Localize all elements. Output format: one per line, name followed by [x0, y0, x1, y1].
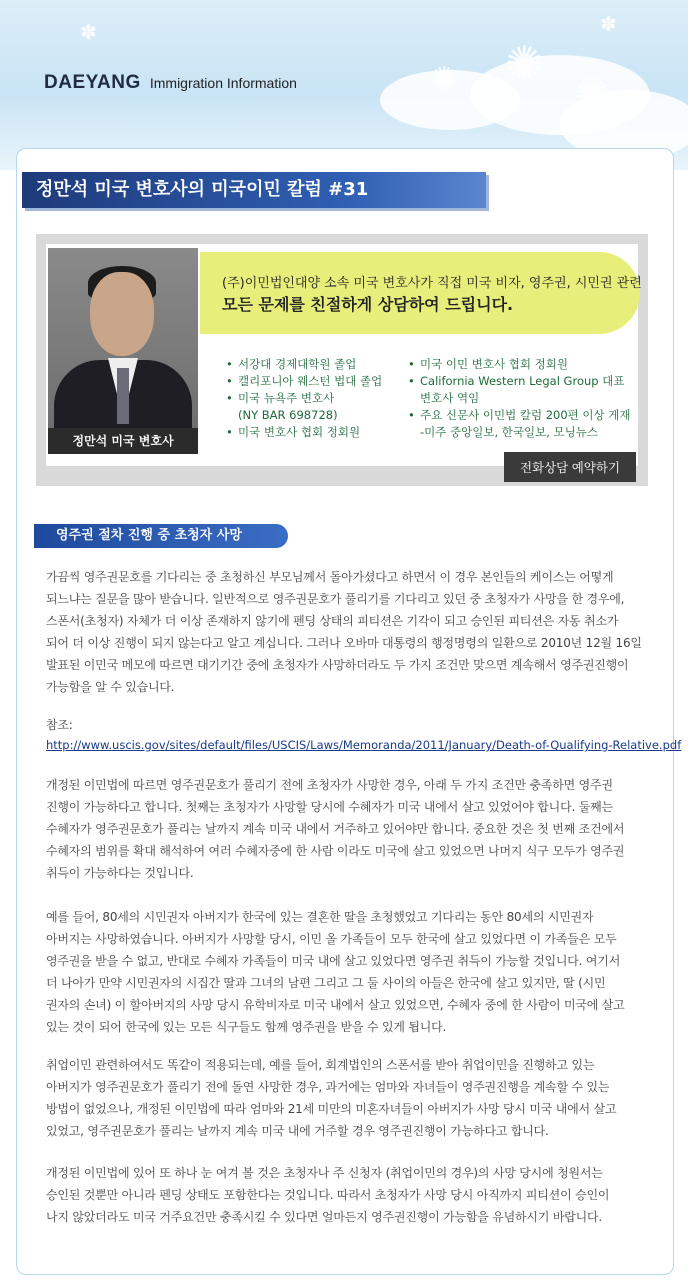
text-line: 예를 들어, 80세의 시민권자 아버지가 한국에 있는 결혼한 딸을 초청했었고 기다리는 동안 80세의 시민권자 — [46, 910, 594, 924]
text-line: 스폰서(초청자) 자체가 더 이상 존재하지 않기에 펜딩 상태의 피티션은 기각이 되고 승인된 피티션은 자동 취소가 — [46, 614, 619, 628]
text-line: 수혜자가 영주권문호가 풀리는 날까지 계속 미국 내에서 거주하고 있어야만 합니다. 중요한 것은 첫 번째 조건에서 — [46, 822, 625, 836]
reference-link[interactable]: http://www.uscis.gov/sites/default/files/USCIS/Laws/Memoranda/2011/January/Death-of-Qualifying-Relative.pdf — [46, 738, 682, 752]
lawyer-photo — [48, 248, 198, 452]
text-line: 권자의 손녀) 이 할아버지의 사망 당시 유학비자로 미국 내에서 살고 있었으면, 수혜자 중에 한 사람이 미국에 살고 — [46, 998, 625, 1012]
text-line: 승인된 것뿐만 아니라 펜딩 상태도 포함한다는 것입니다. 따라서 초청자가 사망 당시 아직까지 피티션이 승인이 — [46, 1188, 610, 1202]
text-line: 취업이민 관련하여서도 똑같이 적용되는데, 예를 들어, 회계법인의 스폰서를 받아 취업이민을 진행하고 있는 — [46, 1058, 595, 1072]
banner-line-1: (주)이민법인대양 소속 미국 변호사가 직접 미국 비자, 영주권, 시민권 관련 — [222, 276, 642, 291]
text-line: 영주권을 받을 수 없고, 반대로 수혜자 가족들이 미국 내에 살고 있었다면 영주권 취득이 가능할 것입니다. 여기서 — [46, 954, 621, 968]
banner-line-2: 모든 문제를 친절하게 상담하여 드립니다. — [222, 295, 514, 314]
text-line: 방법이 없었으나, 개정된 이민법에 따라 엄마와 21세 미만의 미혼자녀들이 아버지가 사망 당시 미국 내에서 살고 — [46, 1102, 617, 1116]
credential-item: • 미국 변호사 협회 정회원 — [226, 424, 382, 441]
credential-item: • 주요 신문사 이민법 칼럼 200편 이상 게재 — [408, 407, 631, 424]
text-line: 발표된 이민국 메모에 따르면 대기기간 중에 초청자가 사망하더라도 두 가지 조건만 맞으면 계속해서 영주권진행이 — [46, 658, 629, 672]
text-line: 되어 더 이상 진행이 되지 않는다고 알고 계십니다. 그러나 오바마 대통령의 행정명령의 일환으로 2010년 12월 16일 — [46, 636, 642, 650]
credential-item: • 캘리포니아 웨스턴 법대 졸업 — [226, 373, 382, 390]
text-line: 가능함을 알 수 있습니다. — [46, 680, 175, 694]
service-banner — [200, 252, 640, 334]
section-title: 영주권 절차 진행 중 초청자 사망 — [56, 528, 242, 543]
text-line: 더 나아가 만약 시민권자의 시집간 딸과 그녀의 남편 그리고 그 둘 사이의 아들은 한국에 살고 있지만, 딸 (시민 — [46, 976, 606, 990]
text-line: 개정된 이민법에 따르면 영주권문호가 풀리기 전에 초청자가 사망한 경우, 아래 두 가지 조건만 충족하면 영주권 — [46, 778, 613, 792]
dandelion-icon: ✺ — [430, 60, 459, 100]
logo-subtitle: Immigration Information — [149, 75, 297, 91]
logo[interactable] — [44, 72, 297, 94]
paragraph-4 — [46, 1054, 644, 1142]
photo-face — [90, 272, 154, 356]
credential-item: • 서강대 경제대학원 졸업 — [226, 356, 382, 373]
paragraph-1 — [46, 566, 644, 698]
phone-consult-button[interactable]: 전화상담 예약하기 — [504, 452, 636, 482]
paragraph-5 — [46, 1162, 644, 1228]
credential-item: • 미국 이민 변호사 협회 정회원 — [408, 356, 631, 373]
paragraph-3 — [46, 906, 644, 1038]
column-title-bar — [22, 172, 486, 208]
text-line: 취득이 가능하다는 것입니다. — [46, 866, 194, 880]
text-line: 아버지는 사망하였습니다. 아버지가 사망할 당시, 이민 올 가족들이 모두 한국에 살고 있었다면 이 가족들은 모두 — [46, 932, 617, 946]
credentials-right — [408, 356, 631, 441]
text-line: 가끔씩 영주권문호를 기다리는 중 초청하신 부모님께서 돌아가셨다고 하면서 이 경우 본인들의 케이스는 어떻게 — [46, 570, 614, 584]
text-line: 수혜자의 범위를 확대 해석하여 여러 수혜자중에 한 사람 이라도 미국에 살고 있었으면 나머지 식구 모두가 영주권 — [46, 844, 625, 858]
credential-item-cont: (NY BAR 698728) — [238, 408, 338, 422]
dandelion-icon: ✺ — [575, 70, 609, 116]
credentials-left — [226, 356, 382, 441]
text-line: 아버지가 영주권문호가 풀리기 전에 돌연 사망한 경우, 과거에는 엄마와 자녀들이 영주권진행을 계속할 수 있는 — [46, 1080, 610, 1094]
credential-item: • 미국 뉴욕주 변호사 — [226, 390, 382, 407]
paragraph-2 — [46, 774, 644, 884]
section-heading — [34, 524, 288, 548]
photo-caption: 정만석 미국 변호사 — [48, 428, 198, 454]
photo-tie — [117, 368, 129, 424]
seed-icon: ✽ — [80, 20, 97, 44]
text-line: 진행이 가능하다고 합니다. 첫째는 초청자가 사망할 당시에 수혜자가 미국 내에서 살고 있었어야 합니다. 둘째는 — [46, 800, 613, 814]
logo-brand: DAEYANG — [44, 72, 141, 93]
text-line: 되느냐는 질문을 많아 받습니다. 일반적으로 영주권문호가 풀리기를 기다리고 있던 중 초청자가 사망을 한 경우에, — [46, 592, 625, 606]
credential-item-cont: -미주 중앙일보, 한국일보, 모닝뉴스 — [420, 425, 598, 439]
text-line: 있었고, 영주권문호가 풀리는 날까지 계속 미국 내에 거주할 경우 영주권진행이 가능하다고 합니다. — [46, 1124, 549, 1138]
text-line: 있는 것이 되어 한국에 있는 모든 식구들도 함께 영주권을 받을 수 있게 됩니다. — [46, 1020, 447, 1034]
text-line: 개정된 이민법에 있어 또 하나 눈 여겨 볼 것은 초청자나 주 신청자 (취업이민의 경우)의 사망 당시에 청원서는 — [46, 1166, 603, 1180]
dandelion-icon: ✺ — [505, 36, 544, 90]
text-line: 나지 않았더라도 미국 거주요건만 충족시킬 수 있다면 얼마든지 영주권진행이 가능함을 유념하시기 바랍니다. — [46, 1210, 603, 1224]
column-title: 정만석 미국 변호사의 미국이민 칼럼 #31 — [36, 179, 369, 200]
credential-item: • California Western Legal Group 대표 — [408, 373, 631, 390]
seed-icon: ✽ — [600, 12, 617, 36]
reference-label: 참조: — [46, 718, 73, 732]
credential-item-cont: 변호사 역임 — [420, 391, 480, 405]
